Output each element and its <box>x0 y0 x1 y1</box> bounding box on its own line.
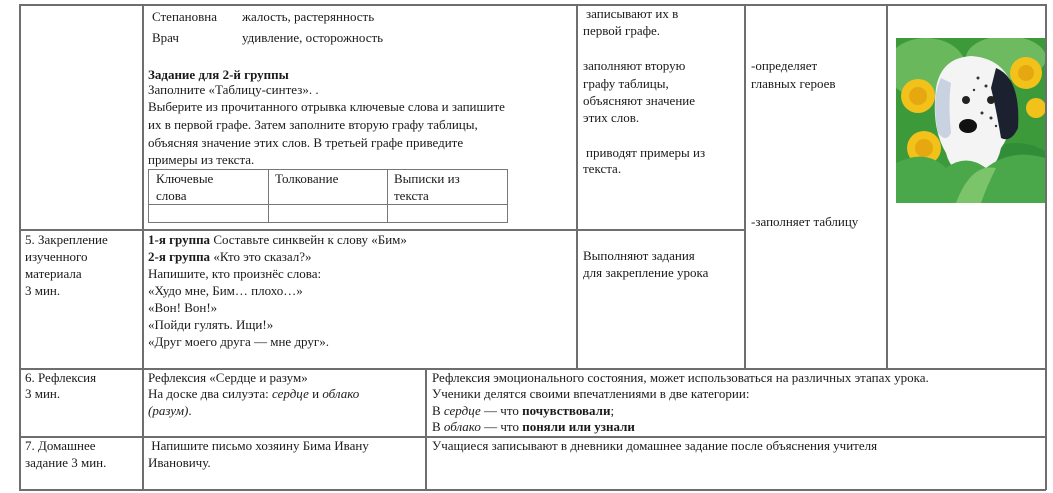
group-label: 2-я группа <box>148 249 211 264</box>
text-line <box>148 386 359 402</box>
text-line: Напишите письмо хозяину Бима Ивану <box>148 438 369 453</box>
quote-line: «Вон! Вон!» <box>148 300 218 315</box>
mind-word: (разум) <box>148 403 189 418</box>
text-line: заполняют вторую <box>583 58 686 73</box>
text-line: Рефлексия эмоционального состояния, может использоваться на различных этапах урока. <box>432 370 929 385</box>
synth-header-interpretation: Толкование <box>275 171 339 186</box>
table-border-left <box>19 4 21 490</box>
text-line: задание 3 мин. <box>25 455 107 470</box>
heart-category <box>432 403 614 419</box>
group-label: 1-я группа <box>148 232 211 247</box>
character-name: Врач <box>152 30 179 45</box>
heart-word: сердце <box>443 403 481 418</box>
felt-word: почувствовали <box>522 403 611 418</box>
text-line: 7. Домашнее <box>25 438 96 453</box>
text-line: текста. <box>583 161 622 176</box>
cloud-category <box>432 419 635 435</box>
text: ; <box>610 403 615 418</box>
task-group2-title: Задание для 2-й группы <box>148 67 289 82</box>
quote-line: «Пойди гулять. Ищи!» <box>148 317 274 332</box>
col-divider-students <box>576 4 578 369</box>
row5-border-top <box>19 229 745 231</box>
text: — что <box>480 419 523 434</box>
text-line: изученного <box>25 249 88 264</box>
group1-task <box>148 232 407 248</box>
text-line: -определяет <box>751 58 818 73</box>
col-divider-stage <box>142 4 144 490</box>
text-line <box>148 403 192 419</box>
quote-line: «Худо мне, Бим… плохо…» <box>148 283 303 298</box>
text: — что <box>480 403 523 418</box>
text-line: материала <box>25 266 82 281</box>
synth-header-keywords: слова <box>156 188 187 203</box>
table-border-bottom <box>19 489 1046 491</box>
text-line: 3 мин. <box>25 386 61 401</box>
cloud-word: облако <box>322 386 360 401</box>
text: В <box>432 403 444 418</box>
text-line: 3 мин. <box>25 283 61 298</box>
text-line: Ивановичу. <box>148 455 211 470</box>
synth-header-quotes: текста <box>394 188 429 203</box>
text-line: Напишите, кто произнёс слова: <box>148 266 322 281</box>
task-text: «Кто это сказал?» <box>210 249 312 264</box>
text-line: приводят примеры из <box>586 145 706 160</box>
text: и <box>308 386 323 401</box>
text: На доске два силуэта: <box>148 386 272 401</box>
cloud-word: облако <box>443 419 481 434</box>
task-text: Составьте синквейн к слову «Бим» <box>210 232 407 247</box>
text: . <box>188 403 192 418</box>
text-line: главных героев <box>751 76 836 91</box>
text-line: 5. Закрепление <box>25 232 108 247</box>
character-feelings: удивление, осторожность <box>242 30 384 45</box>
task-line: Выберите из прочитанного отрывка ключевые слова и запишите <box>148 99 505 114</box>
row7-students: Учащиеся записывают в дневники домашнее задание после объяснения учителя <box>432 438 878 453</box>
text-line: -заполняет таблицу <box>751 214 859 229</box>
task-line: их в первой графе. Затем заполните вторую графу таблицы, <box>148 117 478 132</box>
task-line: примеры из текста. <box>148 152 255 167</box>
col-divider-teacher <box>744 4 746 369</box>
dog-among-dandelions-icon <box>896 38 1045 203</box>
character-name: Степановна <box>152 9 217 24</box>
text-line: записывают их в <box>586 6 679 21</box>
table-border-right <box>1045 4 1047 490</box>
learned-word: поняли или узнали <box>522 419 635 434</box>
text-line: графу таблицы, <box>583 76 669 91</box>
quote-line: «Друг моего друга — мне друг». <box>148 334 329 349</box>
text-line: Выполняют задания <box>583 248 695 263</box>
heart-word: сердце <box>272 386 309 401</box>
task-line: объясняя значение этих слов. В третьей графе приведите <box>148 135 464 150</box>
character-feelings: жалость, растерянность <box>242 9 375 24</box>
dog-illustration <box>896 38 1045 203</box>
synth-header-quotes: Выписки из <box>394 171 460 186</box>
col-divider-row6-7 <box>425 368 427 490</box>
text-line: 6. Рефлексия <box>25 370 97 385</box>
method-title: Рефлексия «Сердце и разум» <box>148 370 308 385</box>
task-line: Заполните «Таблицу-синтез». . <box>148 82 319 97</box>
text-line: объясняют значение <box>583 93 696 108</box>
table-border-top <box>19 4 1046 6</box>
synth-header-keywords: Ключевые <box>156 171 214 186</box>
group2-task <box>148 249 312 265</box>
text-line: этих слов. <box>583 110 640 125</box>
text-line: первой графе. <box>583 23 661 38</box>
text: В <box>432 419 444 434</box>
text-line: Ученики делятся своими впечатлениями в две категории: <box>432 386 750 401</box>
col-divider-image <box>886 4 888 369</box>
text-line: для закрепление урока <box>583 265 709 280</box>
